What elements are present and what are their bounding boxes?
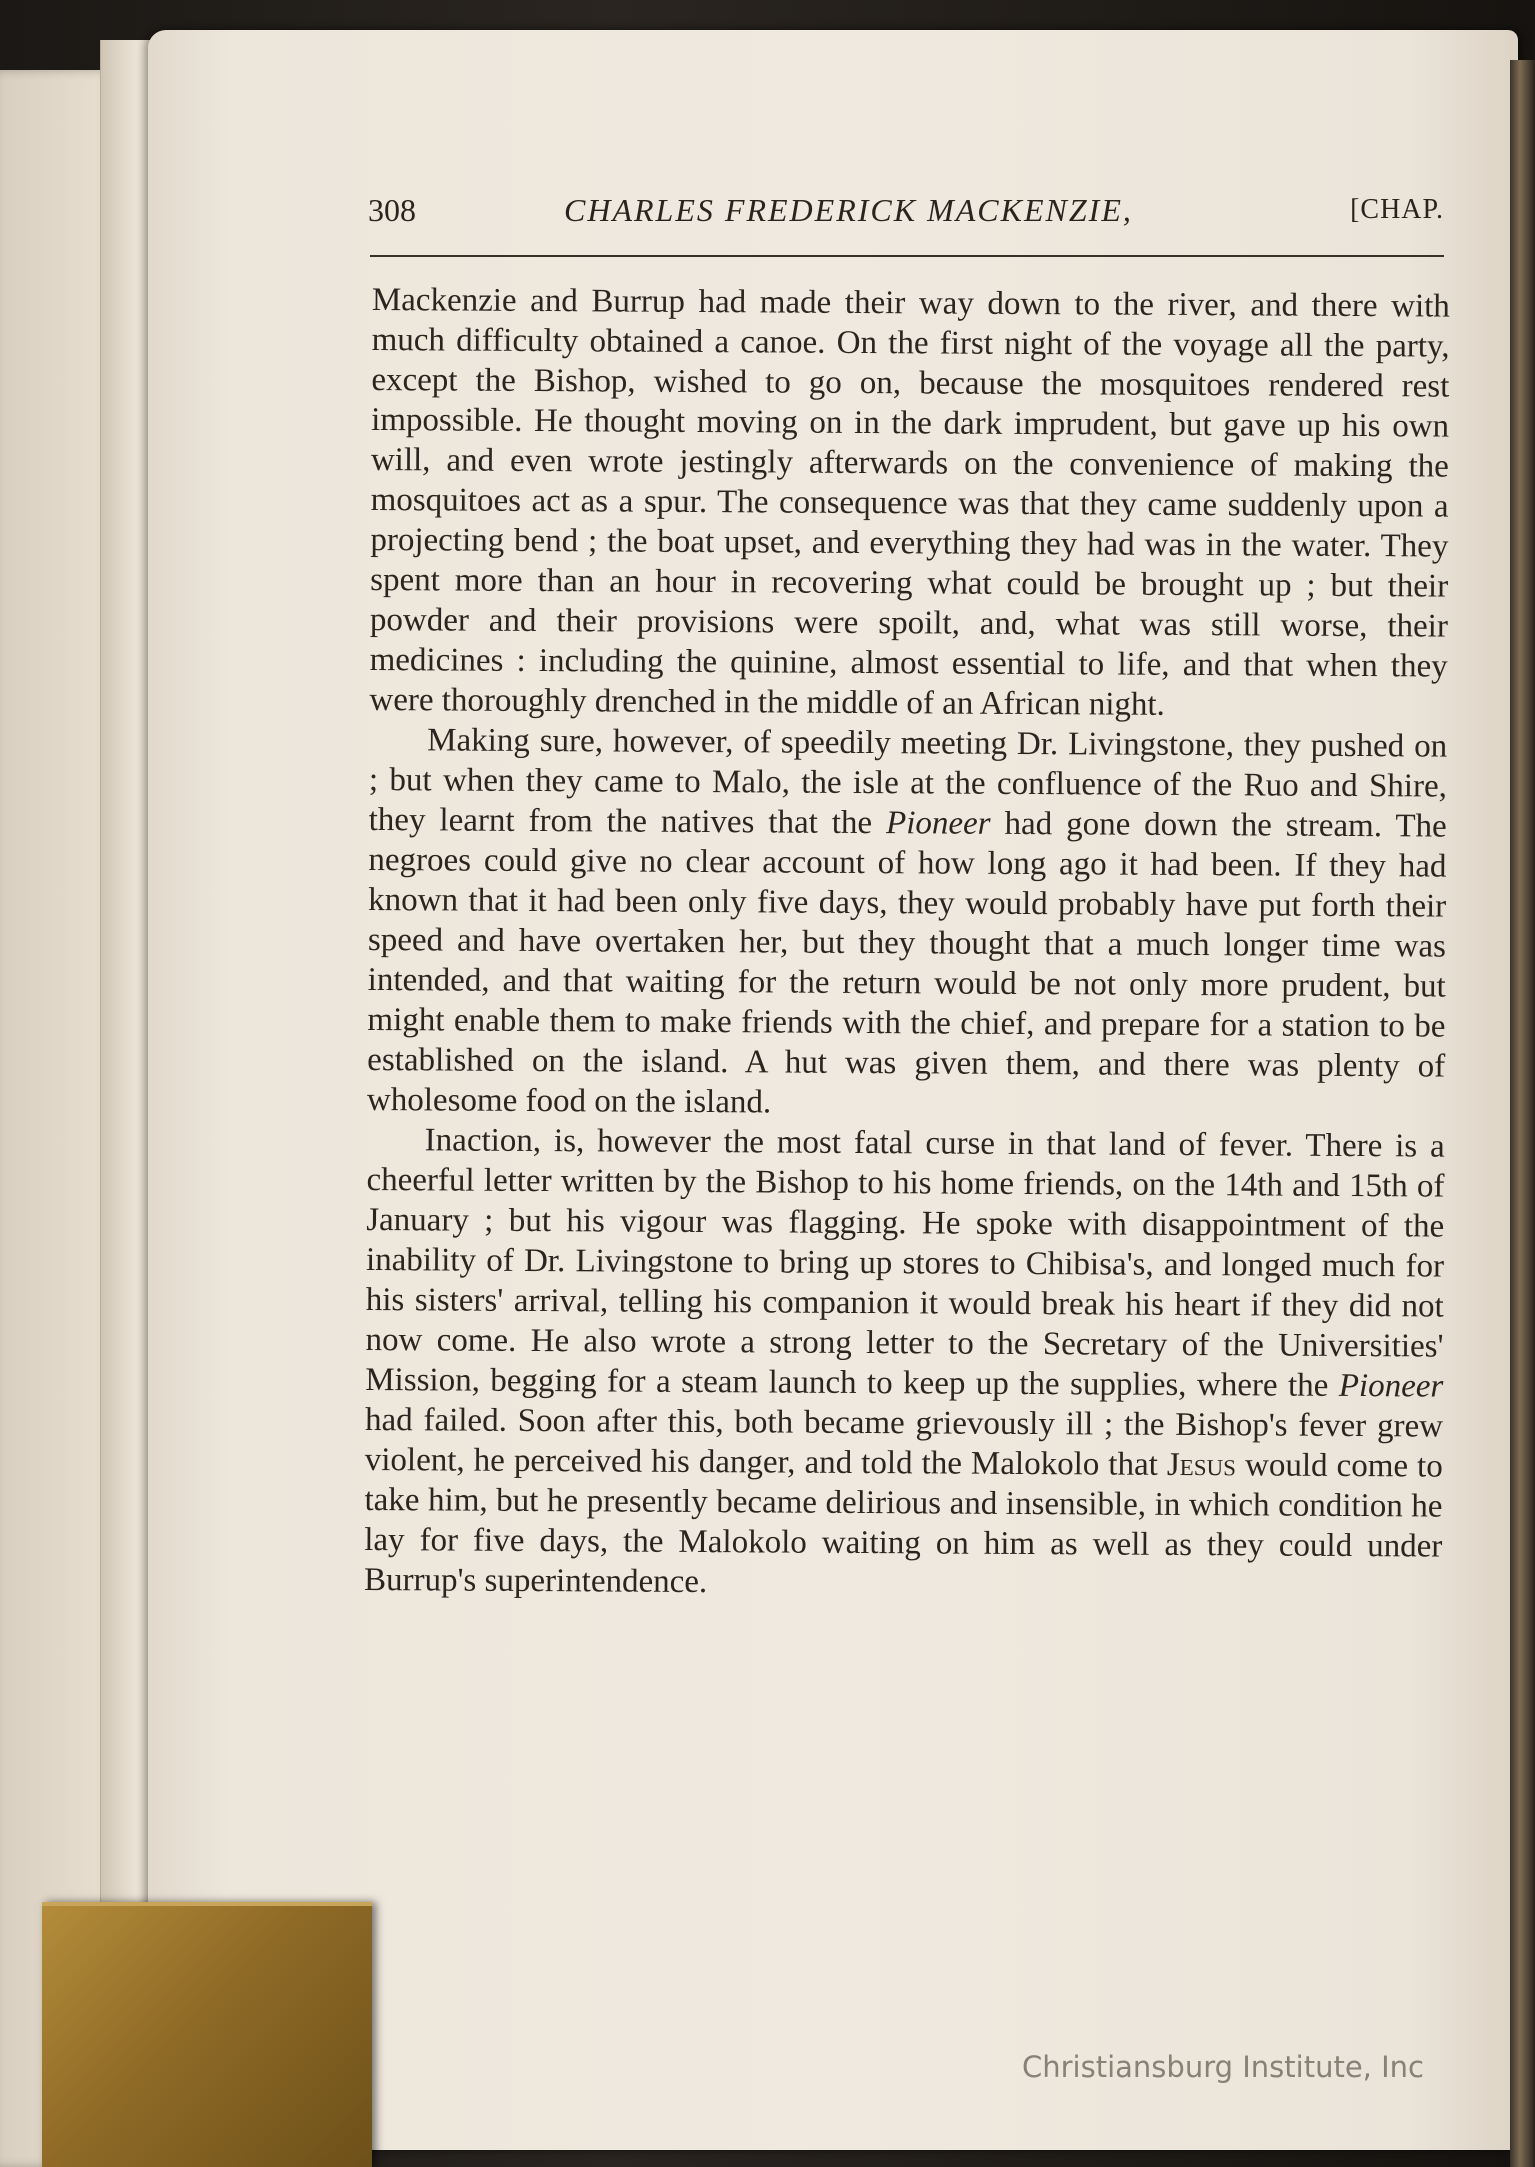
header-rule bbox=[370, 255, 1444, 257]
book-cover-edge bbox=[1510, 60, 1535, 2167]
chapter-label: [CHAP. bbox=[1350, 194, 1444, 225]
ship-name: Pioneer bbox=[885, 805, 991, 842]
small-caps-word: Jesus bbox=[1166, 1446, 1237, 1484]
page-number: 308 bbox=[368, 192, 416, 228]
running-title: CHARLES FREDERICK MACKENZIE, bbox=[564, 192, 1133, 228]
paragraph-3-text-b: had failed. Soon after this, both became grievously ill ; the Bishop's fever grew violent, he perceived his danger, and told the Malokolo that bbox=[364, 1401, 1444, 1483]
paragraph-2-text-b: had gone down the stream. The negroes could give no clear account of how long ago it had been. If they had known that it had been only five days, they would probably have put forth their speed and have overtaken her, but they thought that a much longer time was intended, and that waiting for the return would be not only more prudent, but might enable them to make friends with the chief, and prepare for a station to be established on the island. A hut was given them, and there was plenty of wholesome food on the island. bbox=[366, 805, 1447, 1121]
paragraph-3 bbox=[364, 1120, 1445, 1607]
paragraph-2-text-a: Making sure, however, of speedily meeting Dr. Livingstone, they pushed on ; but when they came to Malo, the isle at the confluence of the Ruo and Shire, they learnt from the natives that the bbox=[368, 722, 1448, 842]
paragraph-3-text-c: would come to take him, but he presently became delirious and insensible, in which condition he lay for five days, the Malokolo waiting on him as well as they could under Burrup's superintendence. bbox=[363, 1447, 1443, 1601]
paragraph-3-text-a: Inaction, is, however the most fatal curse in that land of fever. There is a cheerful letter written by the Bishop to his home friends, on the 14th and 15th of January ; but his vigour was flagging. He spoke with disappointment of the inability of Dr. Livingstone to bring up stores to Chibisa's, and longed much for his sisters' arrival, telling his companion it would break his heart if they did not now come. He also wrote a strong letter to the Secretary of the Universities' Mission, begging for a steam launch to keep up the supplies, where the bbox=[365, 1122, 1445, 1404]
running-header bbox=[368, 192, 1444, 242]
ship-name-2: Pioneer bbox=[1338, 1367, 1444, 1405]
gilt-bookmark-block bbox=[42, 1902, 372, 2167]
paragraph-1-text: Mackenzie and Burrup had made their way down to the river, and there with much difficulty obtained a canoe. On the first night of the voyage all the party, except the Bishop, wished to go on, because the mosquitoes rendered rest impossible. He thought moving on in the dark imprudent, but gave up his own will, and even wrote jestingly afterwards on the convenience of making the mosquitoes act as a spur. The consequence was that they came suddenly upon a projecting bend ; the boat upset, and everything they had was in the water. They spent more than an hour in recovering what could be brought up ; but their powder and their provisions were spoilt, and, what was still worse, their medicines : including the quinine, almost essential to life, and that when they were thoroughly drenched in the middle of an African night. bbox=[369, 281, 1450, 723]
body-text bbox=[364, 280, 1450, 1607]
paragraph-1 bbox=[369, 280, 1450, 727]
watermark: Christiansburg Institute, Inc bbox=[1022, 2050, 1424, 2084]
paragraph-2 bbox=[367, 720, 1447, 1127]
